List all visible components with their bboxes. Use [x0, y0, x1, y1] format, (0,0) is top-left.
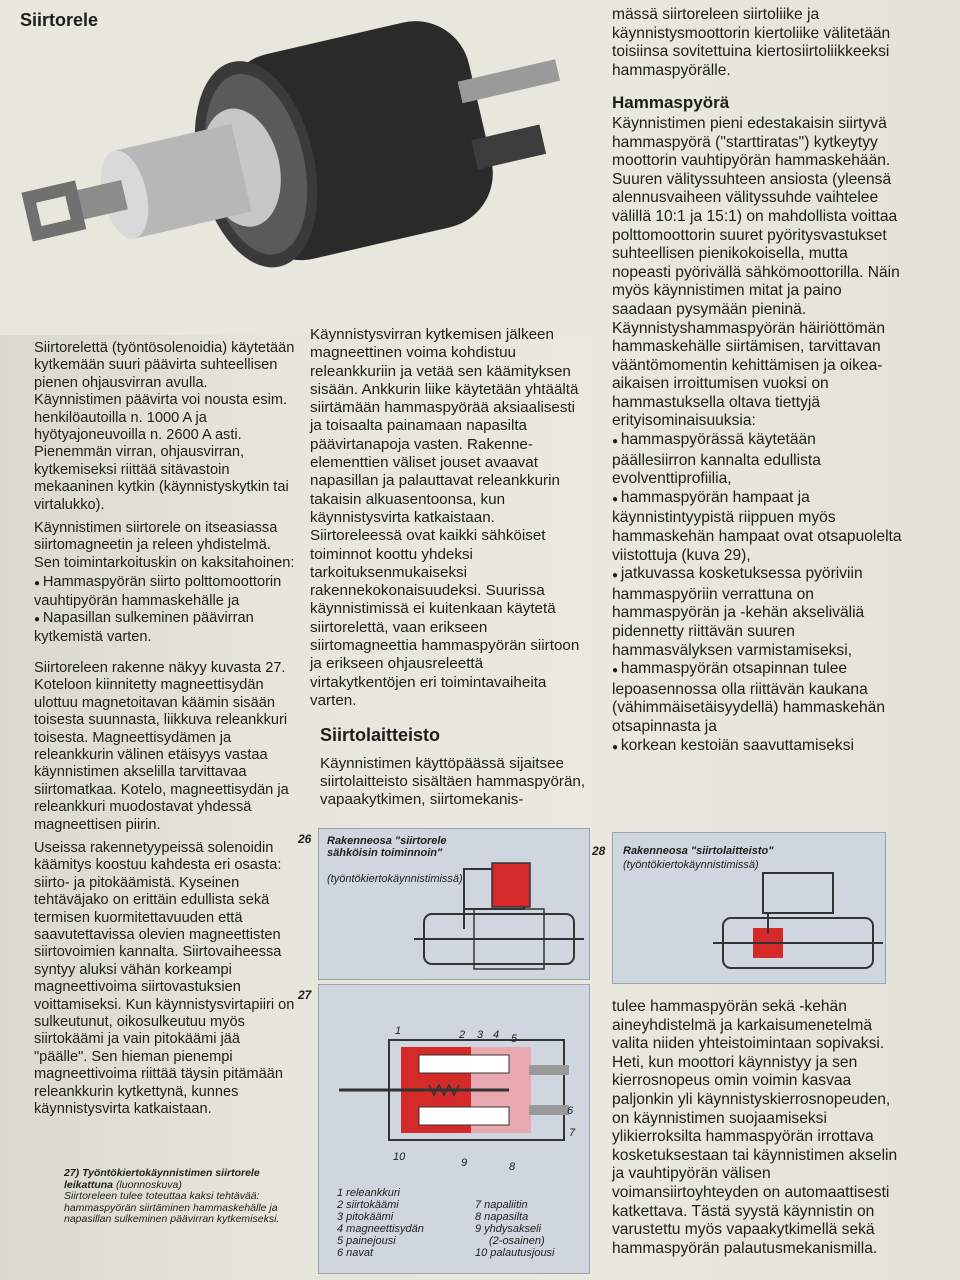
callout-2: 2 [459, 1029, 466, 1041]
paragraph: Heti, kun moottori käynnistyy ja sen kierrosnopeus omin voimin kasvaa paljonkin yli käynnistyskierrosnopeuden, on käynnistimen suojaamiseksi ylikierroksilta hammaspyörän irrottava kosketuksestaan tai käynnistimen akselin ja vauhtipyörän välisen voimansiirtoyhteyden on automaattisesti katkettava. Tästä syystä käynnistin on varustettu myös vapaakytkimellä sekä hammaspyörän palautusmekanismilla. [612, 1053, 898, 1257]
legend-item: 5 painejousi [337, 1235, 396, 1247]
paragraph: Siirtorelettä (työntösolenoidia) käytetään kytkemään suuri päävirta suhteellisen pienen ohjausvirran avulla. Käynnistimen päävirta voi nousta esim. henkilöautoilla n. 1000 A ja hyötyajoneuvoilla n. 2600 A asti. Pienemmän virran, ohjausvirran, kytkemiseksi riittää sitävastoin mekaaninen kytkin (käynnistyskytkin tai virtalukko). [34, 340, 295, 513]
callout-9: 9 [461, 1157, 468, 1169]
heading-hammaspyora: Hammaspyörä [612, 93, 730, 113]
column-3-bottom [612, 998, 902, 1264]
paragraph: Siirtoreleen rakenne näkyy kuvasta 27. Koteloon kiinnitetty magneettisydän ulottuu magnetoitavan käämin sisään toisesta suunnasta, liikkuva releankkuri toisesta. Magneettisydämen ja releankkurin välinen etäisyys vastaa käynnistimen akselilla tarvittavaa siirtomatkaa. Kotelo, magneettisydän ja releankkuri muodostavat yhdessä magneettisen piirin. [34, 659, 289, 833]
figure-26-number: 26 [298, 832, 312, 846]
solenoid-photo [0, 0, 600, 335]
solenoid-cross-section [329, 1025, 579, 1155]
legend-item: 9 yhdysakseli [475, 1223, 542, 1235]
callout-7: 7 [569, 1127, 576, 1139]
figure-26-subtitle: (työntökiertokäynnistimissä) [327, 873, 463, 885]
legend-item: 7 napaliitin [475, 1199, 528, 1211]
legend-item: 4 magneettisydän [337, 1223, 424, 1235]
paragraph: Useissa rakennetyypeissä solenoidin käämitys koostuu kahdesta eri osasta: siirto- ja pitokäämistä. Kyseinen tehtäväjako on erittäin edullista sekä termisen kuormitettavuuden että saavutettavissa olevien magneettisten siirtovoimien kannalta. Siirtovaiheessa syntyy aluksi vähän korkeampi magneettivoima siirtovastuksien voittamiseksi. Kun käynnistysvirtapiiri on sulkeutunut, oikosulkeutuu myös siirtokäämi ja vain pitokäämi jää "päälle". Sen hieman pienempi magneettivoima riittää täysin pitämään releankkurin kytkettynä, kunnes käynnistysvirta katkaistaan. [34, 839, 295, 1118]
legend-item: 2 siirtokäämi [337, 1199, 399, 1211]
legend-item: (2-osainen) [489, 1235, 545, 1247]
callout-1: 1 [395, 1025, 402, 1037]
bullet-item: ● korkean kestoiän saavuttamiseksi [612, 737, 902, 758]
column-2 [310, 326, 586, 815]
callout-6: 6 [567, 1105, 574, 1117]
callout-4: 4 [493, 1029, 500, 1041]
callout-10: 10 [393, 1151, 406, 1163]
caption-text: Siirtoreleen tulee toteuttaa kaksi tehtävää: hammaspyörän siirtäminen hammaskehälle ja napasillan sulkeminen päävirran kytkemiseksi. [64, 1190, 280, 1225]
caption-sub: (luonnoskuva) [115, 1178, 182, 1191]
heading-siirtolaitteisto: Siirtolaitteisto [320, 725, 441, 746]
column-1 [34, 340, 296, 1124]
caption-title: 27) Työntökiertokäynnistimen siirtorele leikattuna [64, 1167, 260, 1191]
heading-siirtorele: Siirtorele [20, 10, 99, 30]
legend-item: 3 pitokäämi [337, 1211, 394, 1223]
figure-27-caption [64, 1168, 290, 1226]
paragraph: mässä siirtoreleen siirtoliike ja käynnistysmoottorin kiertoliike välitetään toisiinsa sovitettuina kiertosiirtoliikkeeksi hammaspyörälle. [612, 6, 891, 79]
callout-8: 8 [509, 1161, 516, 1173]
bullet-item: ● Napasillan sulkeminen päävirran kytkemistä varten. [34, 610, 296, 646]
bullet-item: ● hammaspyörässä käytetään päällesiirron kannalta edullista evolventtiprofiilia, [612, 431, 902, 489]
paragraph: Käynnistimen pieni edestakaisin siirtyvä hammaspyörä ("starttiratas") kytkeytyy moottorin vauhtipyörän hammaskehään. Suuren välityssuhteen ansiosta (yleensä alennusvaiheen välityssuhde vaihtelee välillä 10:1 ja 15:1) on mahdollista voittaa polttomoottorin suuret pyöritysvastukset suhteellisen pienikokoisella, mutta nopeasti pyörivällä sähkömoottorilla. Näin myös käynnistimen mitat ja paino saadaan pysymään pieninä. [612, 114, 900, 318]
column-3 [612, 0, 902, 763]
figure-28-number: 28 [592, 844, 606, 858]
paragraph: tulee hammaspyörän sekä -kehän aineyhdistelmä ja karkaisumenetelmä valita niiden yhteistoimintaan sopivaksi. [612, 998, 885, 1053]
figure-27 [318, 984, 590, 1274]
bullet-item: ● Hammaspyörän siirto polttomoottorin vauhtipyörän hammaskehälle ja [34, 574, 296, 610]
legend-item: 1 releankkuri [337, 1187, 400, 1199]
bullet-item: ● hammaspyörän hampaat ja käynnistintyypistä riippuen myös hammaskehän hampaat ovat otsapuolelta viistottuja (kuva 29), [612, 489, 902, 565]
figure-27-number: 27 [298, 988, 312, 1002]
figure-26 [318, 828, 590, 980]
paragraph: Käynnistysvirran kytkemisen jälkeen magneettinen voima kohdistuu releankkuriin ja vetää sen käämityksen sisään. Ankkurin liike käytetään yhtäältä siirtämään hammaspyörää aksiaalisesti ja toisaalta painamaan napasilta päävirtanapoja vasten. Rakenne-elementtien väliset jouset avaavat napasillan ja palauttavat releankkurin takaisin alkuasentoonsa, kun käynnistysvirta katkaistaan. Siirtoreleessä ovat kaikki sähköiset toiminnot koottu yhdeksi tarkoituksenmukaiseksi rakennekokonaisuudeksi. Suurissa käynnistimissä ei kuitenkaan käytetä siirtorelettä, vaan erikseen siirtomagneettia hammaspyörän siirtoon ja erikseen ohjausreleettä virtakytkentöjen eri toimintavaiheita varten. [310, 326, 580, 709]
bullet-item: ● jatkuvassa kosketuksessa pyöriviin hammaspyöriin verrattuna on hammaspyörän ja -kehän akseliväliä pidennetty riittävän suuren hammasvälyksen varmistamiseksi, [612, 565, 902, 660]
legend-left [337, 1187, 424, 1259]
figure-26-title: Rakenneosa "siirtorele sähköisin toiminnoin" [327, 835, 447, 859]
bullet-item: ● hammaspyörän otsapinnan tulee lepoasennossa olla riittävän kaukana (vähimmäisetäisyydellä) hammaskehän otsapinnasta ja [612, 660, 902, 736]
figure-28-title: Rakenneosa "siirtolaitteisto" [623, 845, 774, 857]
paragraph: Käynnistyshammaspyörän häiriöttömän hammaskehälle siirtämisen, tarvittavan vääntömomentin kehittämisen ja oikea-aikaisen irroittumisen vuoksi on hammastuksella oltava tiettyjä erityisominaisuuksia: [612, 319, 886, 430]
legend-item: 10 palautusjousi [475, 1247, 555, 1259]
paragraph: Käynnistimen siirtorele on itseasiassa siirtomagneetin ja releen yhdistelmä. Sen toimintarkoituskin on kaksitahoinen: [34, 520, 295, 571]
legend-item: 8 napasilta [475, 1211, 529, 1223]
starter-diagram-26 [414, 859, 584, 974]
figure-28 [612, 832, 886, 984]
starter-diagram-28 [713, 863, 883, 978]
callout-3: 3 [477, 1029, 484, 1041]
paragraph: Käynnistimen käyttöpäässä sijaitsee siirtolaitteisto sisältäen hammaspyörän, vapaakytkimen, siirtomekanis- [320, 754, 586, 809]
callout-5: 5 [511, 1033, 518, 1045]
figure-28-subtitle: (työntökiertokäynnistimissä) [623, 859, 759, 871]
legend-item: 6 navat [337, 1247, 374, 1259]
legend-right [475, 1199, 555, 1259]
